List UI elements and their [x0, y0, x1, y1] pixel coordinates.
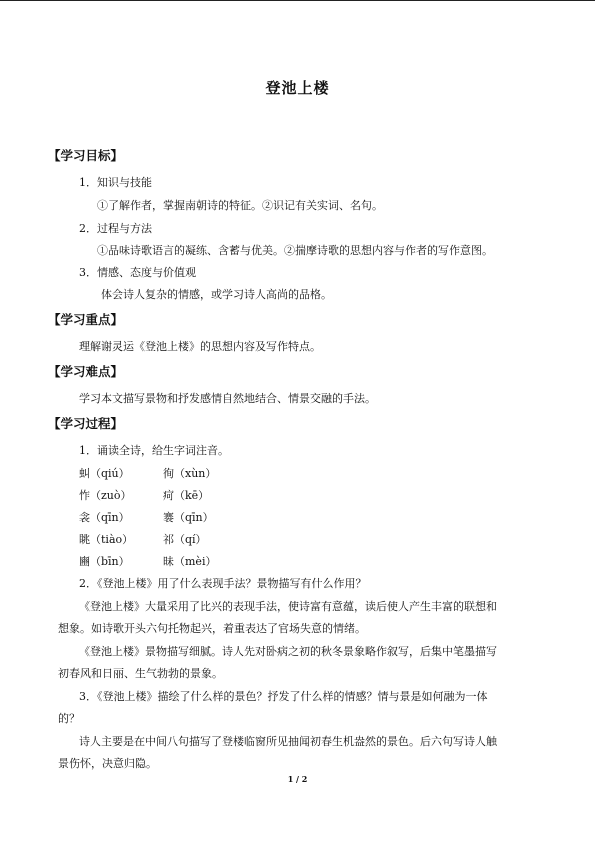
objective-3-label: 3．情感、态度与价值观	[79, 266, 196, 279]
answer-2-line: 想象。如诗歌开头六句托物起兴，着重表达了官场失意的情绪。	[58, 622, 366, 635]
question-1: 1．诵读全诗，给生字词注音。	[79, 444, 229, 457]
objective-3-detail: 体会诗人复杂的情感，或学习诗人高尚的品格。	[101, 288, 332, 301]
answer-2-line: 《登池上楼》大量采用了比兴的表现手法，使诗富有意蕴，读后使人产生丰富的联想和	[79, 600, 497, 613]
objective-2-label: 2．过程与方法	[79, 222, 152, 235]
question-3-line: 3．《登池上楼》描绘了什么样的景色？抒发了什么样的情感？情与景是如何融为一体	[79, 690, 488, 703]
pinyin-item: 祁（qí）	[163, 533, 207, 546]
question-3-line: 的？	[58, 712, 80, 725]
pinyin-item: 怍（zuò）	[79, 489, 132, 502]
answer-2-line: 初春风和日丽、生气勃勃的景象。	[58, 667, 223, 680]
pinyin-item: 徇（xùn）	[163, 467, 217, 480]
objective-1-label: 1．知识与技能	[79, 176, 152, 189]
heading-key-points: 【学习重点】	[48, 312, 124, 327]
pinyin-item: 豳（bīn）	[79, 555, 130, 568]
pinyin-item: 衾（qīn）	[79, 511, 130, 524]
page-title: 登池上楼	[265, 79, 330, 97]
answer-2-line: 《登池上楼》景物描写细腻。诗人先对卧病之初的秋冬景象略作叙写，后集中笔墨描写	[79, 645, 497, 658]
difficulties-text: 学习本文描写景物和抒发感情自然地结合、情景交融的手法。	[79, 392, 376, 405]
pinyin-item: 虯（qiú）	[79, 467, 130, 480]
heading-difficulties: 【学习难点】	[48, 364, 124, 379]
objective-1-detail: ①了解作者，掌握南朝诗的特征。②识记有关实词、名句。	[97, 199, 383, 212]
top-border-rule	[0, 0, 595, 1]
pinyin-item: 眺（tiào）	[79, 533, 134, 546]
answer-3-line: 诗人主要是在中间八句描写了登楼临窗所见抽闻初春生机盎然的景色。后六句写诗人触	[79, 735, 497, 748]
page-number: 1 / 2	[287, 774, 308, 784]
question-2: 2．《登池上楼》用了什么表现手法？景物描写有什么作用？	[79, 577, 367, 590]
heading-process: 【学习过程】	[48, 416, 124, 431]
pinyin-item: 褰（qīn）	[163, 511, 214, 524]
key-points-text: 理解谢灵运《登池上楼》的思想内容及写作特点。	[79, 340, 321, 353]
pinyin-item: 昧（mèi）	[163, 555, 217, 568]
answer-3-line: 景伤怀，决意归隐。	[58, 757, 157, 770]
heading-objectives: 【学习目标】	[48, 148, 124, 163]
objective-2-detail: ①品味诗歌语言的凝练、含蓄与优美。②揣摩诗歌的思想内容与作者的写作意图。	[97, 244, 493, 257]
pinyin-item: 疴（kē）	[163, 489, 210, 502]
